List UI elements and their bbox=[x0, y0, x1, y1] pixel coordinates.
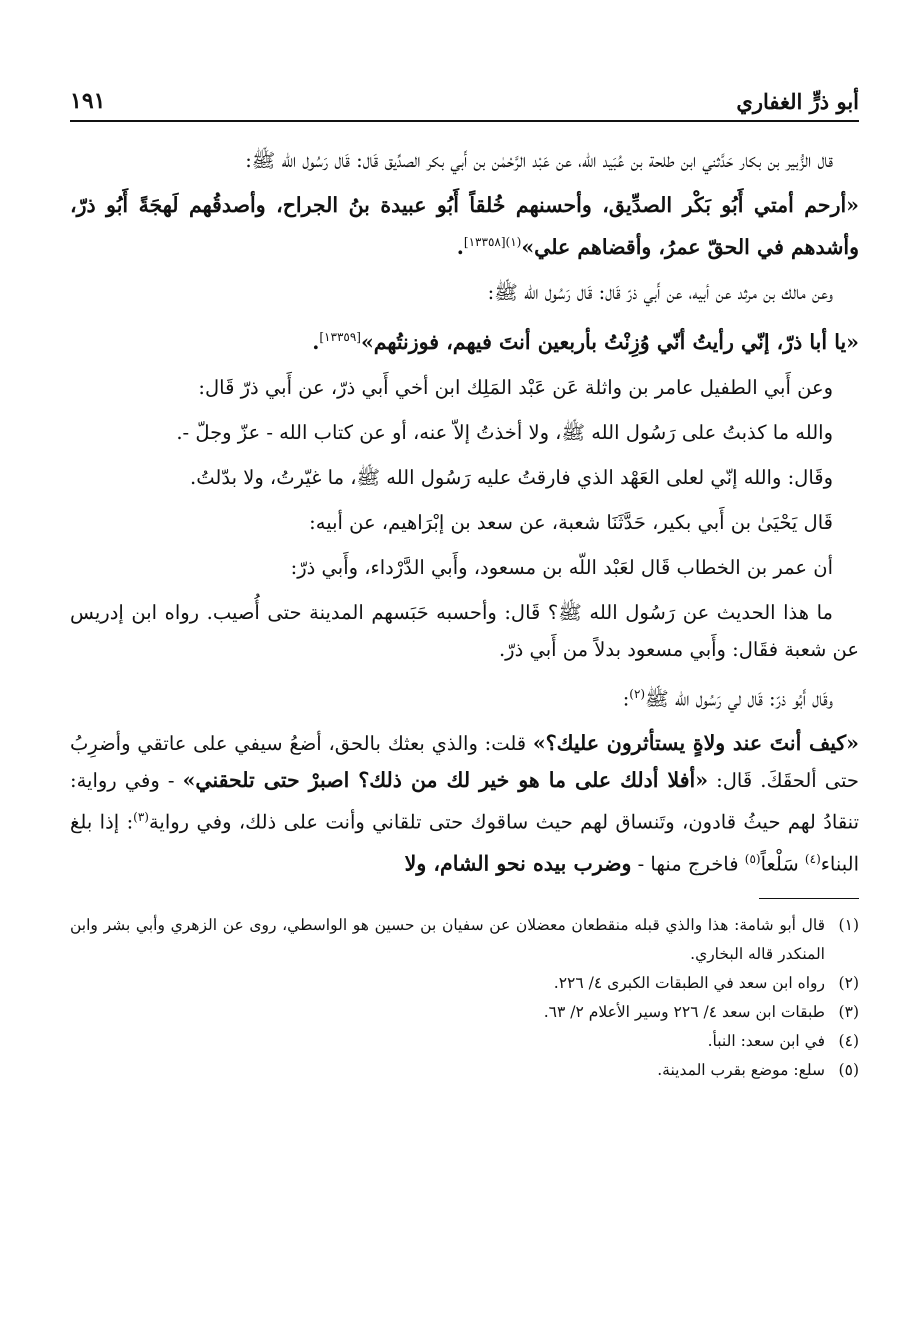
paragraph-text: - وفي رواية: تنقادُ لهم حيثُ قادون، وتَنساق لهم حيث ساقوك حتى تلقاني وأنت على ذلك، وفي رواية bbox=[70, 769, 859, 834]
footnote-text: قال أبو شامة: هذا والذي قبله منقطعان معضلان عن سفيان بن حسين هو الواسطي، روى عن الزهري وأبي بشر وابن المنكدر قاله البخاري. bbox=[70, 916, 826, 964]
paragraph-text: أن عمر بن الخطاب قَال لعَبْد اللّه بن مسعود، وأَبي الدَّرْداء، وأَبي ذرّ: bbox=[290, 555, 833, 579]
footnote bbox=[70, 998, 859, 1027]
footnote-number: (٢) bbox=[838, 974, 859, 993]
hadith-quote: «أرحم أمتي أَبُو بَكْر الصدِّيق، وأحسنهم خُلقاً أَبُو عبيدة بنُ الجراح، وأصدقُهم لَهجَةً أَبُو ذرّ، وأشدهم في الحقّ عمرُ، وأقضاهم علي»$^{(١)[١٣٣٥٨]}$. bbox=[70, 193, 859, 259]
footnote-text: رواه ابن سعد في الطبقات الكبرى ٤/ ٢٢٦. bbox=[553, 974, 825, 993]
paragraph-text: قَال يَحْيَىٰ بن أَبي بكير، حَدَّثَنَا شعبة، عن سعد بن إبْرَاهيم، عن أبيه: bbox=[309, 510, 833, 534]
footnote-number: (٤) bbox=[838, 1032, 859, 1051]
footnotes bbox=[70, 911, 859, 1085]
running-title: أبو ذرٍّ الغفاري bbox=[736, 89, 859, 114]
page-header bbox=[70, 78, 859, 122]
final-paragraph bbox=[70, 725, 859, 882]
paragraph-text: والله ما كذبتُ على رَسُول الله ﷺ، ولا أخذتُ إلاّ عنه، أو عن كتاب الله - عزّ وجلّ -. bbox=[176, 420, 833, 444]
paragraph bbox=[70, 369, 859, 406]
page-number: ١٩١ bbox=[70, 88, 106, 114]
footnote-text: طبقات ابن سعد ٤/ ٢٢٦ وسير الأعلام ٢/ ٦٣. bbox=[543, 1003, 825, 1022]
paragraph-text: «يا أبا ذرّ، إنّي رأيتُ أنّي وُزِنْتُ بأربعين أنتَ فيهم، فوزنتُهم» bbox=[360, 329, 859, 354]
paragraph-text: : إذا بلغ البناء bbox=[70, 810, 859, 876]
paragraph bbox=[70, 414, 859, 451]
paragraph-text: وقَال: والله إنّي لعلى العَهْد الذي فارقتُ عليه رَسُول الله ﷺ، ما غيّرتُ، ولا بدّلتُ. bbox=[190, 465, 833, 489]
footnote-ref: (١)[١٣٣٥٨] bbox=[463, 235, 522, 249]
page-body bbox=[70, 142, 859, 882]
paragraph-text: قال الزُّبير بن بكار حَدَّثني ابن طلحة بن عُبَيد اللّه، عن عَبْد الرَّحْمٰن بن أَبي بكر الصدِّيق قَال: قَال رَسُول الله ﷺ: bbox=[245, 149, 833, 172]
footnote bbox=[70, 1027, 859, 1056]
paragraph bbox=[70, 594, 859, 668]
paragraph-tail: : bbox=[622, 687, 630, 711]
paragraph-text: فاخرج منها - bbox=[631, 852, 745, 876]
paragraph bbox=[70, 504, 859, 541]
footnote-text: سلع: موضع بقرب المدينة. bbox=[657, 1061, 825, 1080]
hadith-quote: «أفلا أدلك على ما هو خير لك من ذلك؟ اصبرْ حتى تلحقني» bbox=[182, 768, 709, 793]
footnote-ref: [١٣٣٥٩] bbox=[319, 329, 361, 344]
footnote-separator bbox=[759, 898, 859, 899]
paragraph bbox=[70, 459, 859, 496]
paragraph bbox=[70, 676, 859, 718]
footnote bbox=[70, 1056, 859, 1085]
hadith-quote: وضرب بيده نحو الشام، ولا bbox=[404, 851, 632, 876]
paragraph-text: قلت: والذي بعثك بالحق، أضعُ سيفي على عاتقي وأضرِبُ حتى ألحقَكَ. قَال: bbox=[70, 732, 859, 793]
paragraph-text: وقَال أَبُو ذرّ: قَال لي رَسُول الله ﷺ bbox=[645, 687, 833, 711]
paragraph-text: سَلْعاً bbox=[760, 852, 805, 876]
footnote-ref: (٥) bbox=[744, 851, 761, 866]
hadith-quote: «يا أبا ذرّ، إنّي رأيتُ أنّي وُزِنْتُ بأربعين أنتَ فيهم، فوزنتُهم»[١٣٣٥٩]. bbox=[312, 329, 859, 354]
footnote-ref: (٣) bbox=[133, 810, 149, 825]
paragraph-text: ما هذا الحديث عن رَسُول الله ﷺ؟ قَال: وأحسبه حَبَسهم المدينة حتى أُصيب. رواه ابن إدريس عن شعبة فقَال: وأَبي مسعود بدلاً من أَبي ذرّ. bbox=[70, 600, 859, 661]
footnote-number: (١) bbox=[838, 916, 859, 935]
paragraph-text: وعن أَبي الطفيل عامر بن واثلة عَن عَبْد المَلِك ابن أخي أَبي ذرّ، عن أَبي ذرّ قَال: bbox=[198, 375, 833, 399]
footnote-text: في ابن سعد: النبأ. bbox=[707, 1032, 825, 1051]
paragraph-text: «أرحم أمتي أَبُو بَكْر الصدِّيق، وأحسنهم خُلقاً أَبُو عبيدة بنُ الجراح، وأصدقُهم لَهجَةً أَبُو ذرّ، وأشدهم في الحقّ عمرُ، وأقضاهم علي» bbox=[70, 193, 859, 259]
hadith-quote: «كيف أنتَ عند ولاةٍ يستأثرون عليك؟» bbox=[532, 731, 859, 756]
footnote-number: (٥) bbox=[838, 1061, 859, 1080]
paragraph bbox=[70, 142, 859, 179]
footnote-ref: (٢) bbox=[629, 686, 646, 701]
footnote bbox=[70, 969, 859, 998]
paragraph-text: وعن مالك بن مرثد عن أبيه، عن أَبي ذرّ قَال: قَال رَسُول الله ﷺ: bbox=[487, 280, 833, 304]
footnote-ref: (٤) bbox=[804, 851, 821, 866]
footnote bbox=[70, 911, 859, 969]
paragraph bbox=[70, 274, 859, 311]
paragraph bbox=[70, 549, 859, 586]
footnote-number: (٣) bbox=[838, 1003, 859, 1022]
